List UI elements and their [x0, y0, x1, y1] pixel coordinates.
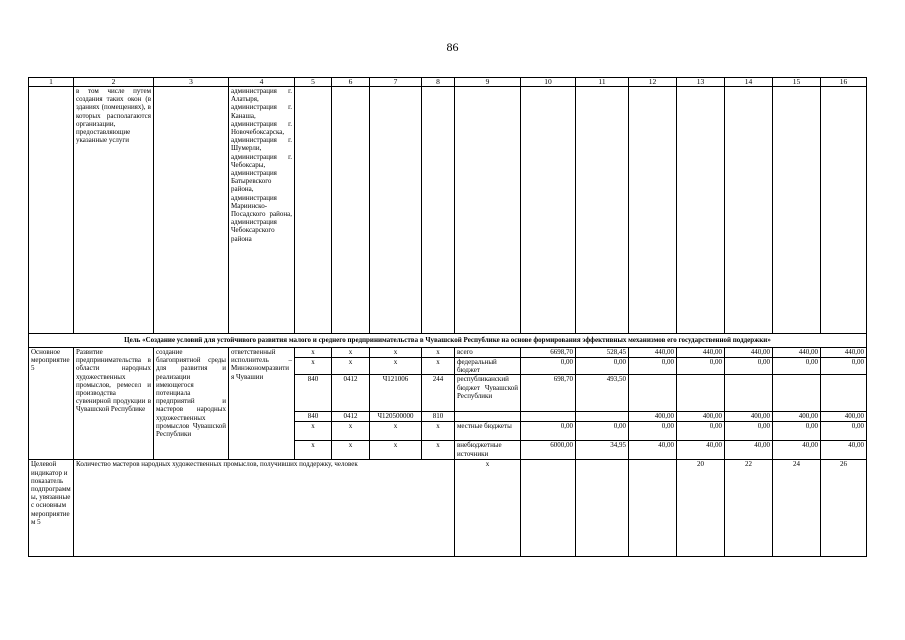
funding-value: 0,00	[576, 422, 629, 441]
funding-value: 0,00	[576, 358, 629, 375]
funding-value: 40,00	[725, 441, 773, 460]
budget-code: x	[295, 348, 332, 358]
indicator-value: 24	[773, 460, 821, 557]
column-number: 11	[576, 78, 629, 87]
budget-code: x	[295, 441, 332, 460]
column-number: 7	[370, 78, 422, 87]
funding-value: 40,00	[677, 441, 725, 460]
indicator-value	[576, 460, 629, 557]
funding-value: 440,00	[725, 348, 773, 358]
column-number: 13	[677, 78, 725, 87]
column-number-row	[29, 78, 867, 87]
budget-code: 840	[295, 375, 332, 412]
budget-code: x	[370, 422, 422, 441]
budget-code: 810	[422, 412, 455, 422]
column-number: 4	[229, 78, 295, 87]
column-number: 10	[521, 78, 576, 87]
funding-value: 400,00	[629, 412, 677, 422]
funding-value: 400,00	[821, 412, 867, 422]
indicator-value	[521, 460, 576, 557]
column-number: 2	[74, 78, 154, 87]
budget-code: x	[332, 422, 370, 441]
column-number: 8	[422, 78, 455, 87]
funding-value	[677, 375, 725, 412]
funding-value: 0,00	[629, 358, 677, 375]
budget-code: x	[370, 441, 422, 460]
budget-code: 0412	[332, 375, 370, 412]
column-number: 6	[332, 78, 370, 87]
funding-source: всего	[455, 348, 521, 358]
funding-value: 40,00	[821, 441, 867, 460]
program-table	[28, 77, 867, 557]
indicator-value: 22	[725, 460, 773, 557]
funding-source: местные бюджеты	[455, 422, 521, 441]
funding-value	[629, 375, 677, 412]
funding-value: 440,00	[821, 348, 867, 358]
budget-code: x	[422, 441, 455, 460]
funding-value: 400,00	[677, 412, 725, 422]
column-number: 12	[629, 78, 677, 87]
budget-code: Ч121006	[370, 375, 422, 412]
funding-value: 0,00	[677, 358, 725, 375]
budget-code: x	[370, 348, 422, 358]
funding-value: 440,00	[773, 348, 821, 358]
funding-value: 0,00	[773, 358, 821, 375]
funding-value	[725, 375, 773, 412]
column-number: 16	[821, 78, 867, 87]
measure-5-block	[29, 348, 867, 460]
column-number: 5	[295, 78, 332, 87]
budget-code: x	[370, 358, 422, 375]
measure-number: Основное мероприятие 5	[29, 348, 74, 460]
budget-code: Ч120500000	[370, 412, 422, 422]
budget-code: 0412	[332, 412, 370, 422]
funding-value: 0,00	[521, 422, 576, 441]
budget-code: 244	[422, 375, 455, 412]
measure-description: в том числе путем создания таких окон (в зданиях (помещениях), в которых располагаются организации, предоставляющие указанные услуги	[74, 87, 154, 334]
column-number: 15	[773, 78, 821, 87]
funding-value: 400,00	[725, 412, 773, 422]
budget-code: x	[295, 422, 332, 441]
funding-value: 0,00	[773, 422, 821, 441]
indicator-source: x	[455, 460, 521, 557]
goal-heading: Цель «Создание условий для устойчивого развития малого и среднего предпринимательства в Чувашской Республике на основе формирования эффективных механизмов его государственной поддержки»	[29, 334, 867, 348]
funding-value: 528,45	[576, 348, 629, 358]
budget-code: x	[332, 358, 370, 375]
funding-value: 34,95	[576, 441, 629, 460]
measure-title: Развитие предпринимательства в области народных художественных промыслов, ремесел и производства сувенирной продукции в Чувашской Республике	[74, 348, 154, 460]
funding-value	[521, 412, 576, 422]
funding-value	[821, 375, 867, 412]
executors-cell: администрация г. Алатыря, администрация г. Канаша, администрация г. Новочебоксарска, администрация г. Шумерли, администрация г. Чебоксары, администрация Батыревского района, администрация Мариинско-Посадского района, администрация Чебоксарского района	[229, 87, 295, 334]
funding-value: 6000,00	[521, 441, 576, 460]
funding-value	[773, 375, 821, 412]
column-number: 14	[725, 78, 773, 87]
indicator-value: 20	[677, 460, 725, 557]
funding-value: 493,50	[576, 375, 629, 412]
budget-code: 840	[295, 412, 332, 422]
column-number: 3	[154, 78, 229, 87]
indicator-value: 26	[821, 460, 867, 557]
column-number: 9	[455, 78, 521, 87]
budget-code: x	[422, 358, 455, 375]
column-number: 1	[29, 78, 74, 87]
funding-value: 0,00	[521, 358, 576, 375]
funding-row	[29, 348, 867, 358]
funding-value: 0,00	[725, 422, 773, 441]
funding-value: 0,00	[677, 422, 725, 441]
page-number: 86	[446, 40, 459, 54]
budget-code: x	[422, 348, 455, 358]
funding-value: 0,00	[821, 358, 867, 375]
funding-source: республиканский бюджет Чувашской Республики	[455, 375, 521, 412]
funding-value: 440,00	[629, 348, 677, 358]
funding-value: 698,70	[521, 375, 576, 412]
table-row	[29, 87, 867, 334]
funding-value: 400,00	[773, 412, 821, 422]
indicator-label: Целевой индикатор и показатель подпрограммы, увязанные с основным мероприятием 5	[29, 460, 74, 557]
goal-row	[29, 334, 867, 348]
funding-value: 40,00	[629, 441, 677, 460]
funding-source	[455, 412, 521, 422]
measure-goal: создание благоприятной среды для развития и реализации имеющегося потенциала предприятий и мастеров народных художественных промыслов Чувашской Республики	[154, 348, 229, 460]
funding-value: 0,00	[821, 422, 867, 441]
funding-value: 40,00	[773, 441, 821, 460]
funding-value: 6698,70	[521, 348, 576, 358]
budget-code: x	[332, 441, 370, 460]
funding-source: федеральный бюджет	[455, 358, 521, 375]
indicator-value	[629, 460, 677, 557]
funding-source: внебюджетные источники	[455, 441, 521, 460]
budget-code: x	[332, 348, 370, 358]
budget-code: x	[295, 358, 332, 375]
budget-code: x	[422, 422, 455, 441]
measure-executor: ответственный исполнитель – Минэкономразвития Чувашии	[229, 348, 295, 460]
indicator-row	[29, 460, 867, 557]
indicator-text: Количество мастеров народных художественных промыслов, получивших поддержку, человек	[74, 460, 455, 557]
funding-value: 0,00	[629, 422, 677, 441]
funding-value: 440,00	[677, 348, 725, 358]
funding-value: 0,00	[725, 358, 773, 375]
funding-value	[576, 412, 629, 422]
